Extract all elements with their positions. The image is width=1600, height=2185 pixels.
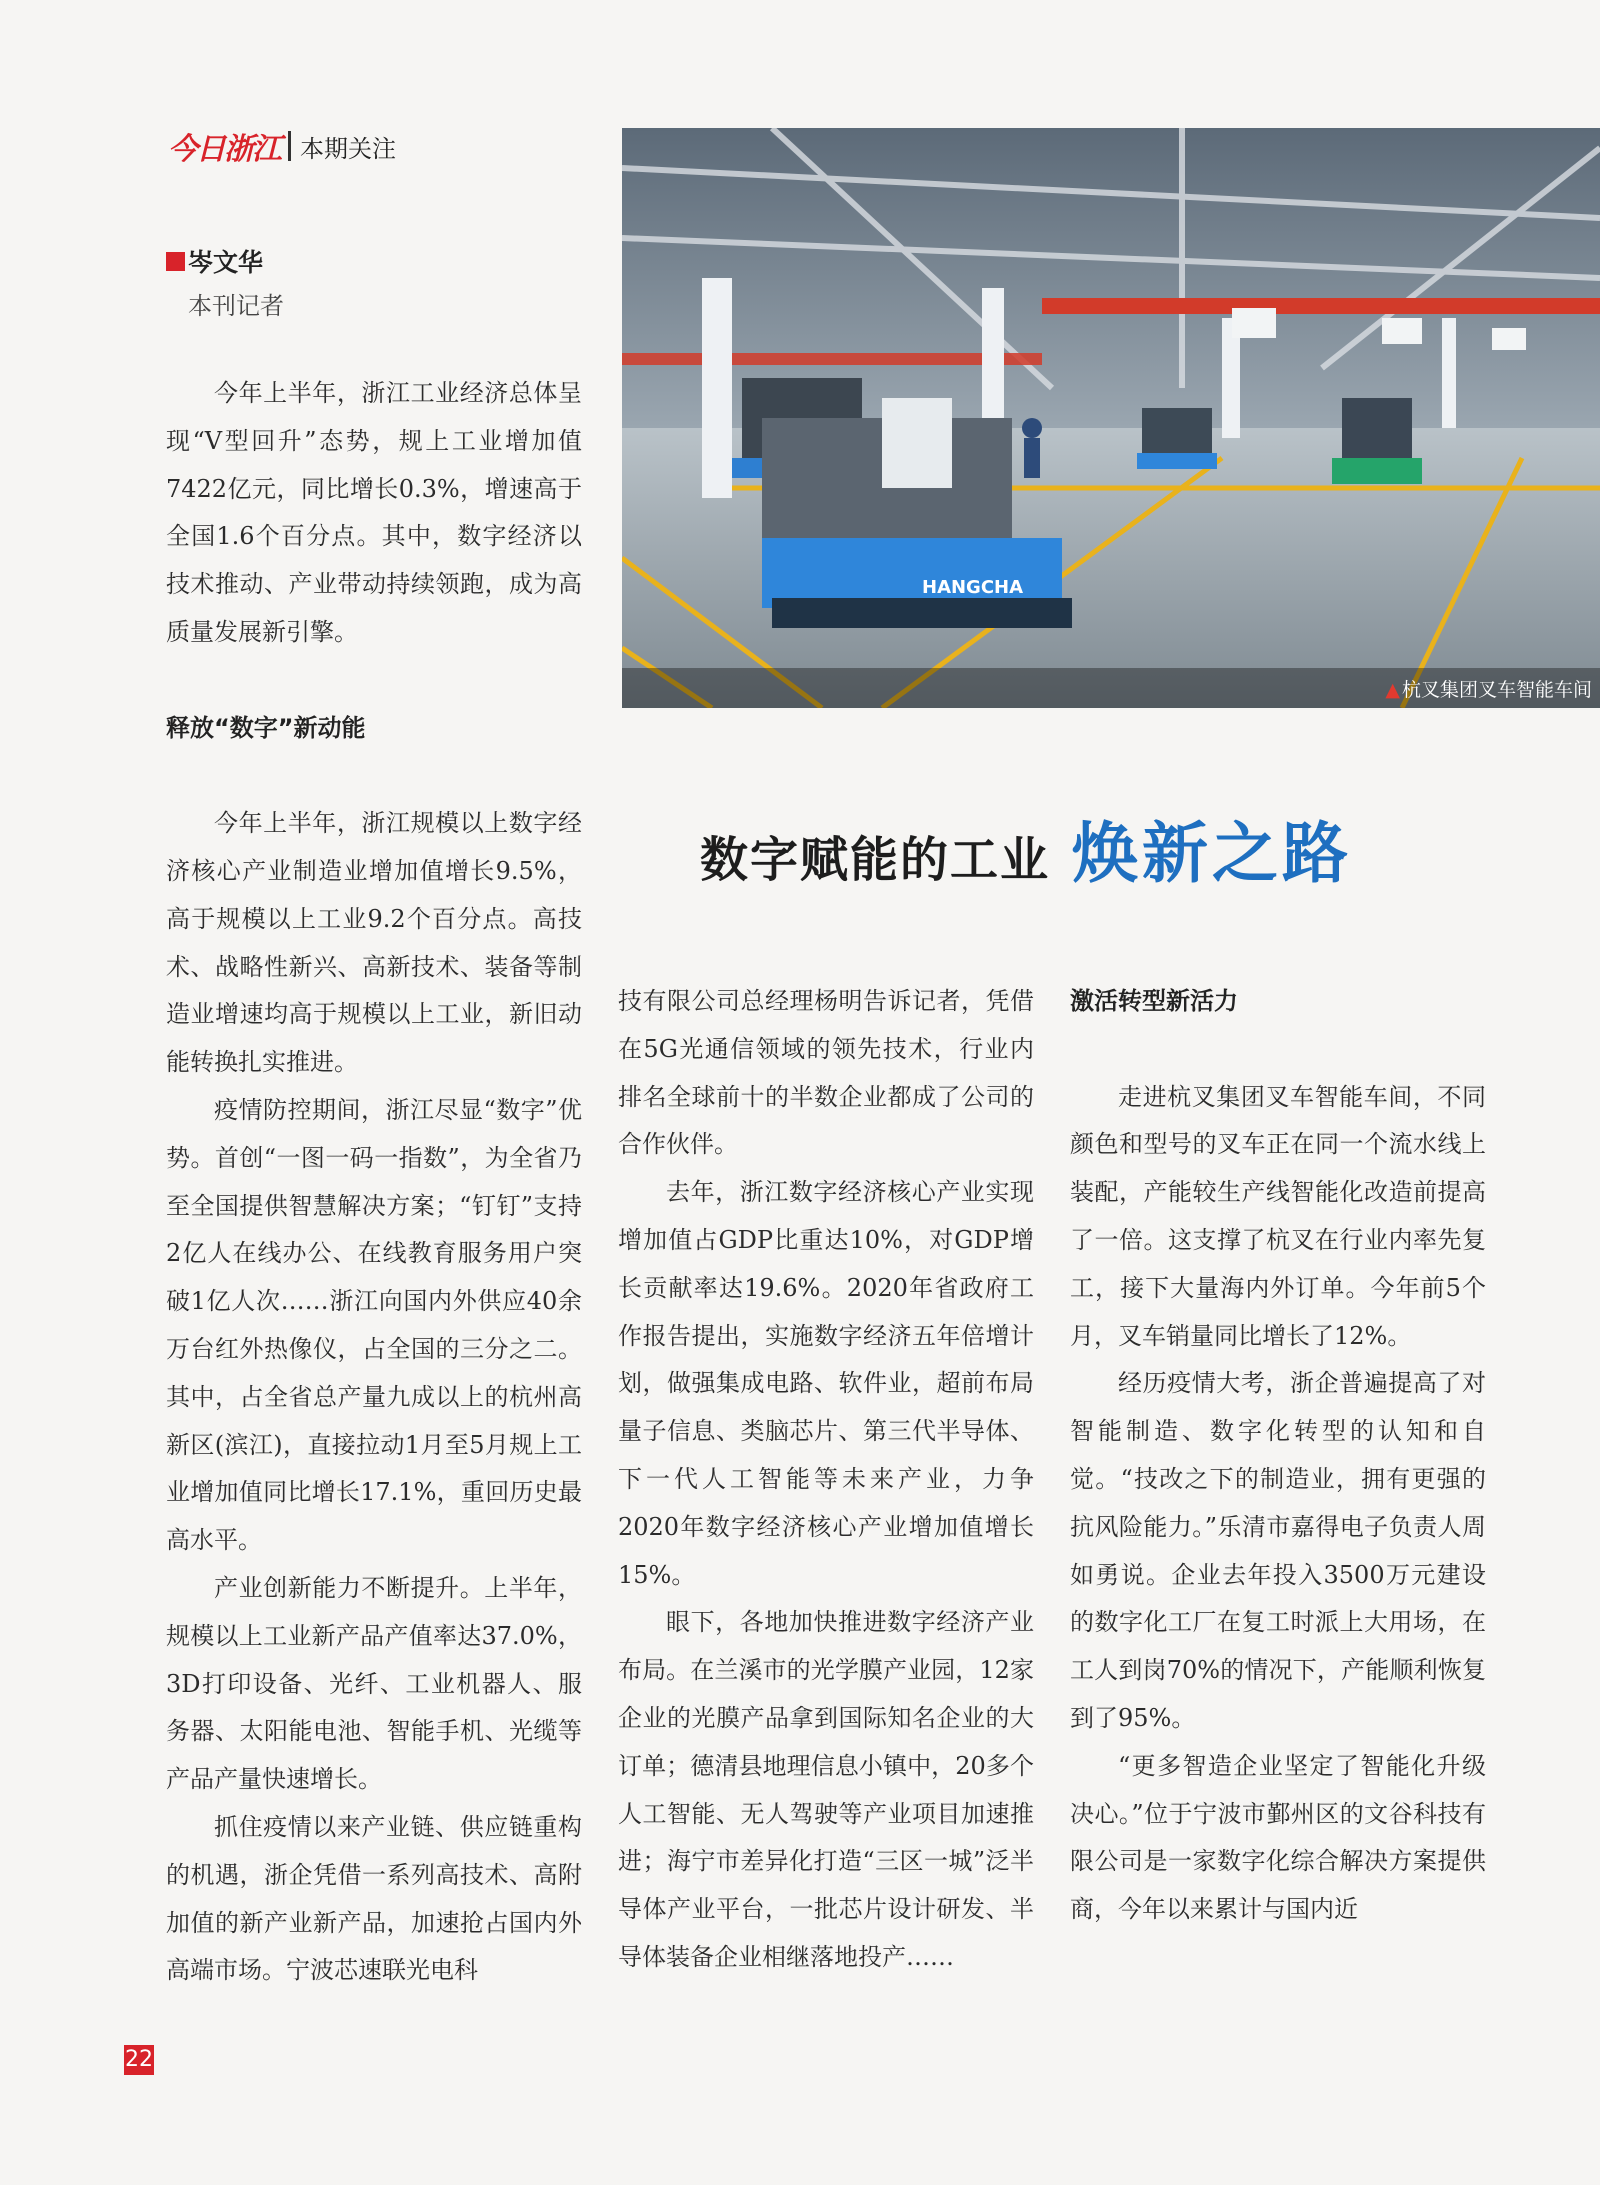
triangle-marker-icon: ▲ — [1385, 679, 1400, 701]
factory-photo — [622, 128, 1600, 708]
masthead — [168, 126, 396, 166]
column-3 — [1070, 978, 1486, 1934]
paragraph: 走进杭叉集团叉车智能车间，不同颜色和型号的叉车正在同一个流水线上装配，产能较生产线智能化改造前提高了一倍。这支撑了杭叉在行业内率先复工，接下大量海内外订单。今年前5个月，叉车销量同比增长了12%。 — [1070, 1082, 1486, 1350]
author-byline — [166, 243, 263, 279]
caption-text: 杭叉集团叉车智能车间 — [1401, 679, 1592, 701]
paragraph: 眼下，各地加快推进数字经济产业布局。在兰溪市的光学膜产业园，12家企业的光膜产品拿到国际知名企业的大订单；德清县地理信息小镇中，20多个人工智能、无人驾驶等产业项目加速推进；海宁市差异化打造“三区一城”泛半导体产业平台，一批芯片设计研发、半导体装备企业相继落地投产…… — [618, 1608, 1034, 1971]
column-2 — [618, 978, 1034, 1982]
vehicle-label: HANGCHA — [922, 577, 1024, 598]
lead-paragraph: 今年上半年，浙江工业经济总体呈现“V型回升”态势，规上工业增加值7422亿元，同比增长0.3%，增速高于全国1.6个百分点。其中，数字经济以技术推动、产业带动持续领跑，成为高质量发展新引擎。 — [166, 379, 582, 646]
magazine-logo: 今日浙江 — [168, 132, 280, 167]
title-part-2: 焕新之路 — [1072, 815, 1353, 892]
paragraph: 技有限公司总经理杨明告诉记者，凭借在5G光通信领域的领先技术，行业内排名全球前十的半数企业都成了公司的合作伙伴。 — [618, 987, 1034, 1159]
title-part-1: 数字赋能的工业 — [700, 832, 1051, 888]
page-number: 22 — [124, 2045, 154, 2075]
paragraph: 今年上半年，浙江规模以上数字经济核心产业制造业增加值增长9.5%，高于规模以上工业9.2个百分点。高技术、战略性新兴、高新技术、装备等制造业增速均高于规模以上工业，新旧动能转换扎实推进。 — [166, 809, 582, 1077]
paragraph: “更多智造企业坚定了智能化升级决心。”位于宁波市鄞州区的文谷科技有限公司是一家数字化综合解决方案提供商，今年以来累计与国内近 — [1070, 1751, 1486, 1924]
subheading-1: 释放“数字”新动能 — [166, 713, 366, 742]
factory-illustration — [622, 128, 1600, 708]
author-role: 本刊记者 — [188, 292, 284, 320]
column-1 — [166, 370, 582, 1995]
red-square-icon — [166, 252, 185, 271]
divider — [288, 131, 291, 161]
author-name: 岑文华 — [188, 248, 264, 277]
photo-caption — [1385, 675, 1592, 702]
paragraph: 去年，浙江数字经济核心产业实现增加值占GDP比重达10%，对GDP增长贡献率达19.6%。2020年省政府工作报告提出，实施数字经济五年倍增计划，做强集成电路、软件业，超前布局量子信息、类脑芯片、第三代半导体、下一代人工智能等未来产业，力争2020年数字经济核心产业增加值增长15%。 — [618, 1178, 1034, 1589]
article-title — [700, 800, 1352, 895]
paragraph: 经历疫情大考，浙企普遍提高了对智能制造、数字化转型的认知和自觉。“技改之下的制造业，拥有更强的抗风险能力。”乐清市嘉得电子负责人周如勇说。企业去年投入3500万元建设的数字化工厂在复工时派上大用场，在工人到岗70%的情况下，产能顺利恢复到了95%。 — [1070, 1369, 1486, 1732]
section-name: 本期关注 — [300, 134, 396, 163]
subheading-2: 激活转型新活力 — [1070, 987, 1238, 1015]
paragraph: 产业创新能力不断提升。上半年，规模以上工业新产品产值率达37.0%，3D打印设备、光纤、工业机器人、服务器、太阳能电池、智能手机、光缆等产品产量快速增长。 — [166, 1573, 582, 1794]
paragraph: 抓住疫情以来产业链、供应链重构的机遇，浙企凭借一系列高技术、高附加值的新产业新产品，加速抢占国内外高端市场。宁波芯速联光电科 — [166, 1812, 582, 1985]
paragraph: 疫情防控期间，浙江尽显“数字”优势。首创“一图一码一指数”，为全省乃至全国提供智慧解决方案；“钉钉”支持2亿人在线办公、在线教育服务用户突破1亿人次……浙江向国内外供应40余万台红外热像仪，占全国的三分之二。其中，占全省总产量九成以上的杭州高新区(滨江)，直接拉动1月至5月规上工业增加值同比增长17.1%，重回历史最高水平。 — [166, 1095, 582, 1555]
